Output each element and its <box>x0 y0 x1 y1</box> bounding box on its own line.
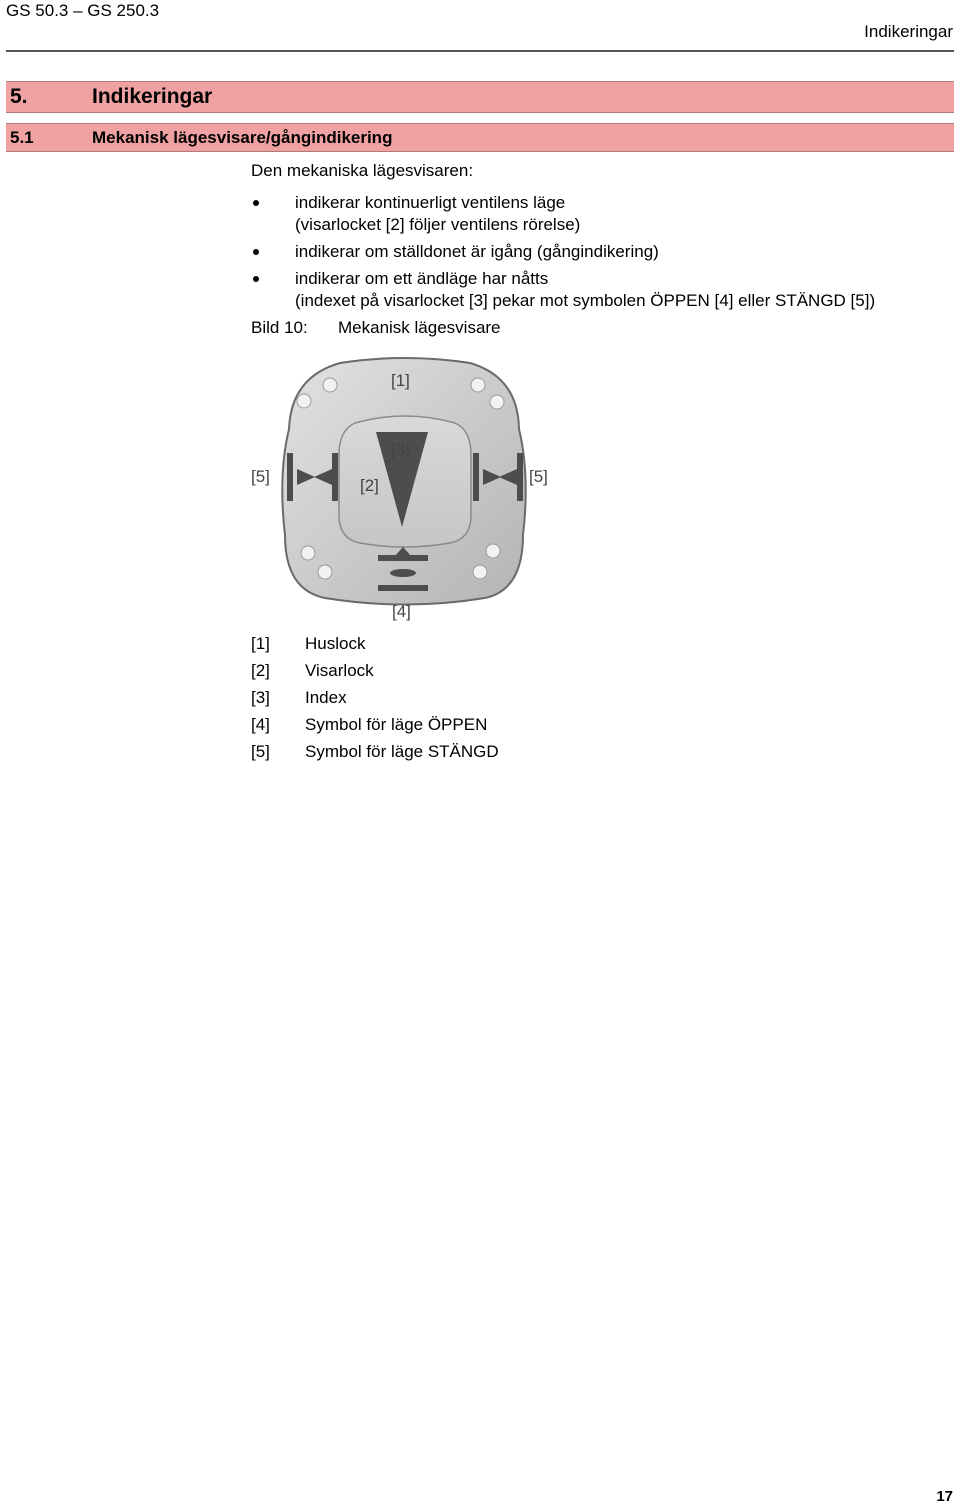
legend-text: Symbol för läge STÄNGD <box>305 742 499 761</box>
intro-text: Den mekaniska lägesvisaren: <box>251 161 474 180</box>
section-title: Mekanisk lägesvisare/gångindikering <box>92 127 393 147</box>
bullet-line: indikerar om ett ändläge har nåtts <box>295 269 549 288</box>
chapter-title: Indikeringar <box>92 85 213 108</box>
figure-legend <box>251 633 499 768</box>
figure-label-4: [4] <box>392 602 411 621</box>
figure-caption <box>251 318 501 338</box>
figure-label-1: [1] <box>391 371 410 390</box>
position-indicator-figure <box>245 355 565 630</box>
legend-text: Index <box>305 688 347 707</box>
legend-key: [3] <box>251 688 270 707</box>
chapter-number: 5. <box>10 85 28 108</box>
legend-key: [5] <box>251 742 270 761</box>
legend-item <box>251 633 499 660</box>
bullet-line: (visarlocket [2] följer ventilens rörelse) <box>295 215 581 234</box>
header-product-range: GS 50.3 – GS 250.3 <box>6 1 160 20</box>
chapter-heading <box>6 81 954 113</box>
page-number: 17 <box>936 1488 953 1505</box>
legend-key: [2] <box>251 661 270 680</box>
legend-item <box>251 741 499 768</box>
legend-text: Huslock <box>305 634 366 653</box>
bullet-line: (indexet på visarlocket [3] pekar mot symbolen ÖPPEN [4] eller STÄNGD [5]) <box>295 291 876 310</box>
caption-text: Mekanisk lägesvisare <box>338 318 501 337</box>
section-heading <box>6 123 954 152</box>
figure-label-5-right: [5] <box>529 467 548 486</box>
bullet-line: indikerar om ställdonet är igång (gångindikering) <box>295 242 659 261</box>
bullet-line: indikerar kontinuerligt ventilens läge <box>295 193 566 212</box>
legend-text: Visarlock <box>305 661 374 680</box>
legend-key: [1] <box>251 634 270 653</box>
section-number: 5.1 <box>10 127 34 147</box>
caption-label: Bild 10: <box>251 318 308 337</box>
bullet-item <box>251 241 956 263</box>
legend-text: Symbol för läge ÖPPEN <box>305 715 488 734</box>
legend-item <box>251 687 499 714</box>
figure-label-5-left: [5] <box>251 467 270 486</box>
figure-label-3: [3] <box>391 440 410 459</box>
legend-item <box>251 660 499 687</box>
bullet-item <box>251 192 956 236</box>
header-chapter-title: Indikeringar <box>864 22 953 41</box>
legend-key: [4] <box>251 715 270 734</box>
figure-label-2: [2] <box>360 476 379 495</box>
legend-item <box>251 714 499 741</box>
header-divider <box>6 50 954 52</box>
bullet-list <box>251 192 956 317</box>
bullet-item <box>251 268 956 312</box>
